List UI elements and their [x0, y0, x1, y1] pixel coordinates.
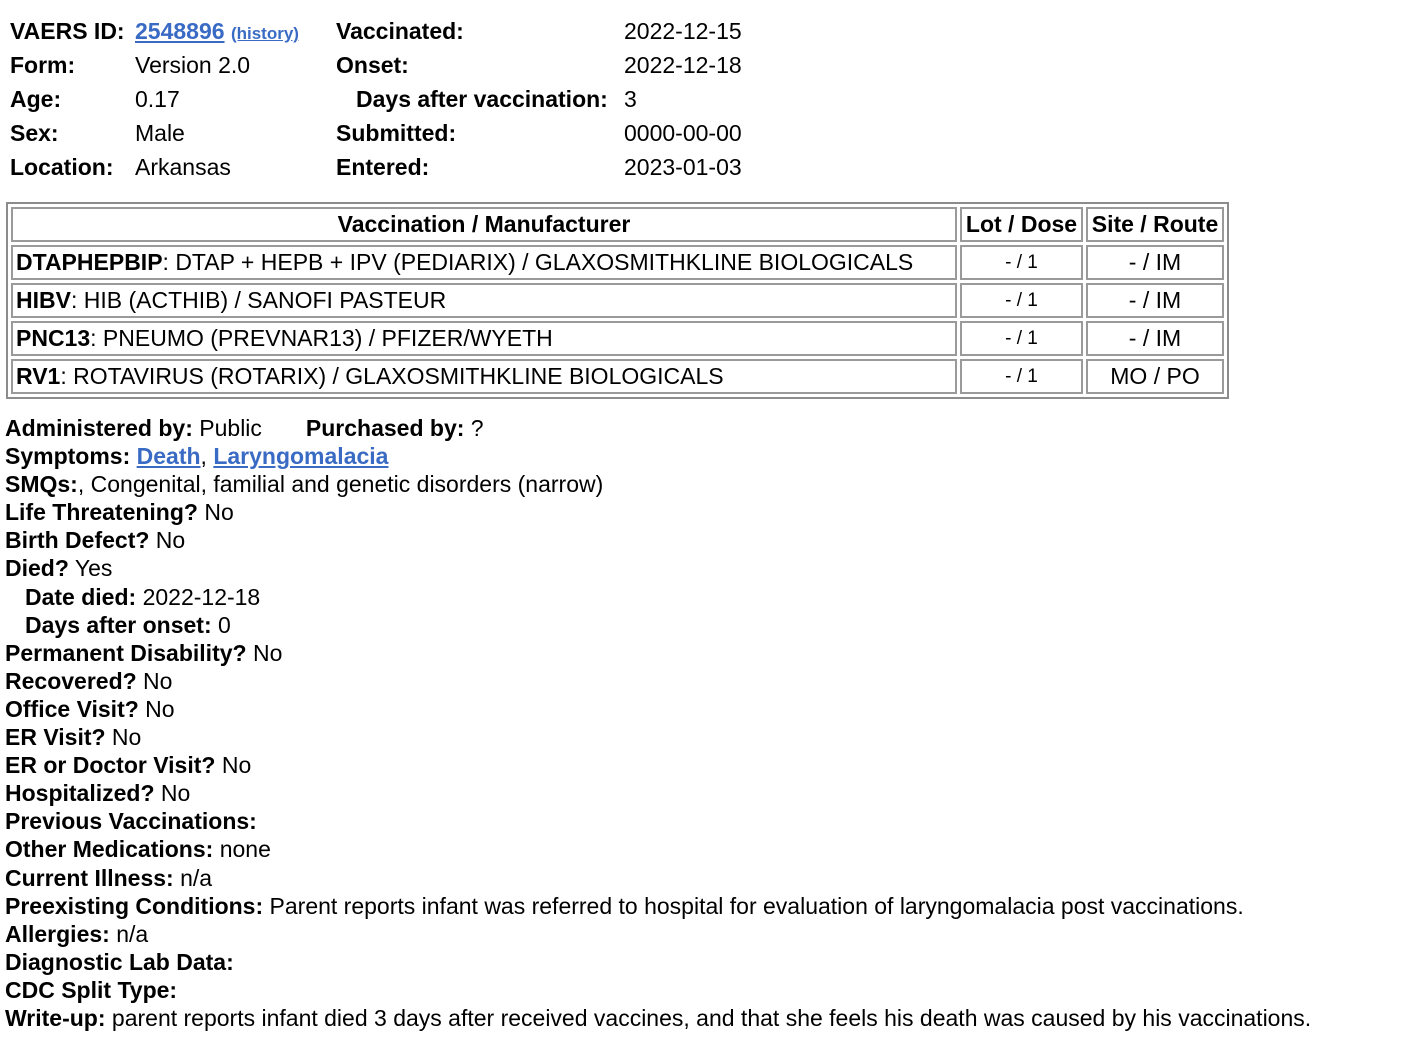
age-label: Age:	[10, 86, 62, 112]
recovered-value: No	[136, 667, 173, 694]
write-up-label: Write-up:	[5, 1004, 106, 1031]
recovered-label: Recovered?	[5, 667, 137, 694]
administered-label: Administered by:	[5, 415, 193, 441]
sex-label: Sex:	[10, 120, 59, 146]
cdc-split-type-label: CDC Split Type:	[5, 976, 178, 1003]
table-row	[11, 321, 1224, 356]
current-illness-value: n/a	[173, 864, 213, 891]
lot-dose-cell: - / 1	[960, 245, 1083, 280]
sex-value: Male	[135, 120, 185, 146]
office-visit-value: No	[138, 695, 175, 722]
entered-value: 2023-01-03	[624, 154, 742, 180]
form-value: Version 2.0	[135, 52, 251, 78]
hospitalized-value: No	[154, 780, 191, 807]
allergies-label: Allergies:	[5, 920, 110, 947]
er-doctor-visit-value: No	[215, 752, 252, 779]
preexisting-conditions-value: Parent reports infant was referred to hospital for evaluation of laryngomalacia post vaccinations.	[263, 892, 1244, 919]
permanent-disability-line	[5, 639, 1311, 667]
er-visit-value: No	[105, 724, 142, 751]
lot-dose-cell: - / 1	[960, 283, 1083, 318]
diagnostic-lab-line	[5, 948, 1311, 976]
vaccinated-value: 2022-12-15	[624, 18, 742, 44]
symptoms-line: Symptoms: Death, Laryngomalacia	[5, 443, 389, 470]
date-died-line	[5, 583, 1311, 611]
allergies-line	[5, 920, 1311, 948]
symptom-link-death[interactable]: Death	[136, 443, 201, 470]
office-visit-line	[5, 695, 1311, 723]
life-threatening-label: Life Threatening?	[5, 499, 198, 526]
vaccine-desc: : ROTAVIRUS (ROTARIX) / GLAXOSMITHKLINE BIOLOGICALS	[60, 363, 724, 389]
current-illness-line	[5, 864, 1311, 892]
er-visit-line	[5, 723, 1311, 751]
smqs-value: , Congenital, familial and genetic disorders (narrow)	[77, 471, 604, 498]
preexisting-conditions-line	[5, 892, 1311, 920]
vaccine-cell	[11, 245, 957, 280]
lot-dose-cell: - / 1	[960, 321, 1083, 356]
form-label: Form:	[10, 52, 76, 78]
vaers-id-label: VAERS ID:	[10, 18, 125, 44]
vaccine-desc: : HIB (ACTHIB) / SANOFI PASTEUR	[70, 287, 447, 313]
preexisting-conditions-label: Preexisting Conditions:	[5, 892, 264, 919]
smqs-label: SMQs:	[5, 471, 78, 498]
onset-value: 2022-12-18	[624, 52, 742, 78]
days-after-onset-line	[5, 611, 1311, 639]
smqs-line	[5, 470, 1311, 498]
birth-defect-label: Birth Defect?	[5, 527, 150, 554]
hospitalized-line	[5, 779, 1311, 807]
purchased-label: Purchased by:	[305, 415, 465, 441]
vaccine-cell	[11, 359, 957, 394]
life-threatening-line	[5, 498, 1311, 526]
history-link[interactable]: (history)	[230, 24, 299, 43]
hospitalized-label: Hospitalized?	[5, 780, 155, 807]
vaccine-desc: : DTAP + HEPB + IPV (PEDIARIX) / GLAXOSMITHKLINE BIOLOGICALS	[162, 249, 914, 275]
current-illness-label: Current Illness:	[5, 864, 174, 891]
days-after-onset-label: Days after onset:	[25, 611, 212, 638]
date-died-value: 2022-12-18	[136, 583, 261, 610]
died-label: Died?	[5, 555, 69, 582]
table-row	[11, 283, 1224, 318]
table-row	[11, 359, 1224, 394]
site-route-cell: - / IM	[1086, 321, 1224, 356]
col-header-lot-dose: Lot / Dose	[960, 207, 1083, 242]
col-header-vaccination: Vaccination / Manufacturer	[11, 207, 957, 242]
previous-vaccinations-label: Previous Vaccinations:	[5, 808, 257, 835]
vaccine-code: RV1	[16, 363, 61, 389]
onset-label: Onset:	[336, 52, 409, 78]
vaccine-code: DTAPHEPBIP	[16, 249, 163, 275]
died-line	[5, 554, 1311, 582]
other-medications-line	[5, 835, 1311, 863]
life-threatening-value: No	[197, 499, 234, 526]
permanent-disability-value: No	[246, 639, 283, 666]
vaccine-code: HIBV	[16, 287, 71, 313]
symptom-link-laryngomalacia[interactable]: Laryngomalacia	[213, 443, 389, 470]
location-label: Location:	[10, 154, 114, 180]
permanent-disability-label: Permanent Disability?	[5, 639, 247, 666]
birth-defect-line	[5, 526, 1311, 554]
vaccination-table	[6, 202, 1229, 399]
write-up-value: parent reports infant died 3 days after received vaccines, and that she feels his death was caused by his vaccinations.	[105, 1004, 1312, 1031]
report-details	[5, 414, 1311, 1032]
birth-defect-value: No	[149, 527, 186, 554]
previous-vaccinations-line	[5, 807, 1311, 835]
table-header-row	[11, 207, 1224, 242]
write-up-line	[5, 1004, 1311, 1032]
age-value: 0.17	[135, 86, 180, 112]
site-route-cell: - / IM	[1086, 245, 1224, 280]
entered-label: Entered:	[336, 154, 430, 180]
table-row	[11, 245, 1224, 280]
administered-line	[5, 414, 1311, 442]
recovered-line	[5, 667, 1311, 695]
location-value: Arkansas	[135, 154, 231, 180]
allergies-value: n/a	[109, 920, 149, 947]
cdc-split-type-line	[5, 976, 1311, 1004]
days-after-vaccination-label: Days after vaccination:	[356, 86, 608, 112]
diagnostic-lab-label: Diagnostic Lab Data:	[5, 948, 234, 975]
days-after-vaccination-value: 3	[624, 86, 637, 112]
col-header-site-route: Site / Route	[1086, 207, 1224, 242]
other-medications-value: none	[213, 836, 271, 863]
vaccine-cell	[11, 321, 957, 356]
site-route-cell: - / IM	[1086, 283, 1224, 318]
submitted-value: 0000-00-00	[624, 120, 742, 146]
site-route-cell: MO / PO	[1086, 359, 1224, 394]
vaccinated-label: Vaccinated:	[336, 18, 464, 44]
symptoms-label: Symptoms:	[5, 443, 131, 470]
er-doctor-visit-line	[5, 751, 1311, 779]
died-value: Yes	[68, 555, 113, 582]
administered-value: Public	[192, 415, 262, 441]
date-died-label: Date died:	[25, 583, 137, 610]
vaccine-cell	[11, 283, 957, 318]
vaccine-code: PNC13	[16, 325, 91, 351]
other-medications-label: Other Medications:	[5, 836, 214, 863]
er-visit-label: ER Visit?	[5, 724, 106, 751]
er-doctor-visit-label: ER or Doctor Visit?	[5, 752, 216, 779]
purchased-value: ?	[464, 415, 484, 441]
lot-dose-cell: - / 1	[960, 359, 1083, 394]
submitted-label: Submitted:	[336, 120, 457, 146]
vaccine-desc: : PNEUMO (PREVNAR13) / PFIZER/WYETH	[90, 325, 553, 351]
office-visit-label: Office Visit?	[5, 695, 139, 722]
days-after-onset-value: 0	[211, 611, 231, 638]
vaers-id-link[interactable]: 2548896	[135, 18, 225, 44]
